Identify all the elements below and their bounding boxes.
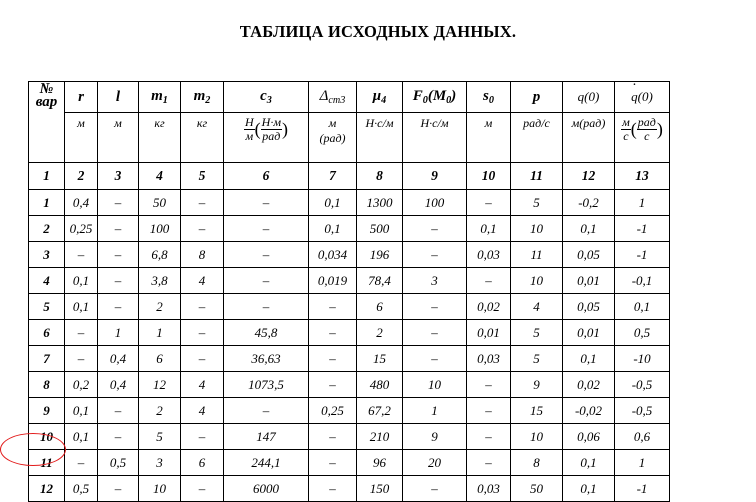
table-cell: 0,1 bbox=[467, 216, 511, 242]
unit-m1: кг bbox=[139, 113, 181, 163]
table-cell: – bbox=[65, 346, 98, 372]
table-cell: -10 bbox=[615, 346, 670, 372]
table-cell: 5 bbox=[139, 424, 181, 450]
table-cell: 0,1 bbox=[65, 424, 98, 450]
table-cell: 0,2 bbox=[65, 372, 98, 398]
table-cell: – bbox=[467, 398, 511, 424]
table-cell: 0,25 bbox=[65, 216, 98, 242]
table-cell: 1 bbox=[139, 320, 181, 346]
table-cell: – bbox=[181, 476, 224, 502]
table-cell: 10 bbox=[403, 372, 467, 398]
table-cell: 0,5 bbox=[65, 476, 98, 502]
table-cell: – bbox=[98, 242, 139, 268]
table-cell: 0,02 bbox=[563, 372, 615, 398]
table-cell: 4 bbox=[511, 294, 563, 320]
table-cell: 9 bbox=[403, 424, 467, 450]
table-cell: 210 bbox=[357, 424, 403, 450]
table-cell: 100 bbox=[139, 216, 181, 242]
unit-l: м bbox=[98, 113, 139, 163]
table-cell: -0,5 bbox=[615, 372, 670, 398]
unit-qdot0: $\frac{м}{с}$ ( $\frac{\text{рад}}{с}$ ) bbox=[615, 113, 670, 163]
table-cell: – bbox=[467, 424, 511, 450]
variant-number: 8 bbox=[29, 372, 65, 398]
table-cell: -0,5 bbox=[615, 398, 670, 424]
column-index: 8 bbox=[357, 163, 403, 190]
table-cell: -1 bbox=[615, 216, 670, 242]
unit-r: м bbox=[65, 113, 98, 163]
table-cell: – bbox=[224, 242, 309, 268]
table-cell: 15 bbox=[511, 398, 563, 424]
variant-number: 11 bbox=[29, 450, 65, 476]
table-cell: – bbox=[98, 424, 139, 450]
table-cell: 78,4 bbox=[357, 268, 403, 294]
column-index: 5 bbox=[181, 163, 224, 190]
table-cell: 36,63 bbox=[224, 346, 309, 372]
table-cell: 2 bbox=[139, 398, 181, 424]
table-cell: 500 bbox=[357, 216, 403, 242]
table-cell: – bbox=[181, 346, 224, 372]
table-cell: 0,5 bbox=[615, 320, 670, 346]
table-cell: – bbox=[309, 294, 357, 320]
table-cell: 0,1 bbox=[65, 268, 98, 294]
table-row bbox=[29, 450, 670, 476]
table-cell: – bbox=[181, 320, 224, 346]
header-m1: $m_1$ bbox=[139, 82, 181, 113]
table-cell: – bbox=[98, 268, 139, 294]
table-row bbox=[29, 268, 670, 294]
table-cell: 480 bbox=[357, 372, 403, 398]
variant-number: 4 bbox=[29, 268, 65, 294]
table-cell: – bbox=[309, 424, 357, 450]
table-cell: 196 bbox=[357, 242, 403, 268]
table-cell: 5 bbox=[511, 320, 563, 346]
header-mu4: $\mu_4$ bbox=[357, 82, 403, 113]
table-cell: – bbox=[181, 190, 224, 216]
table-cell: 6 bbox=[181, 450, 224, 476]
table-cell: 8 bbox=[511, 450, 563, 476]
table-cell: 0,1 bbox=[309, 190, 357, 216]
header-delta: $\Delta_{ст3}$ bbox=[309, 82, 357, 113]
table-cell: – bbox=[403, 346, 467, 372]
table-cell: 0,5 bbox=[98, 450, 139, 476]
table-cell: 9 bbox=[511, 372, 563, 398]
table-cell: 1 bbox=[615, 450, 670, 476]
header-qdot0 bbox=[615, 82, 670, 113]
table-cell: 0,6 bbox=[615, 424, 670, 450]
table-cell: 3,8 bbox=[139, 268, 181, 294]
variant-number: 3 bbox=[29, 242, 65, 268]
highlight-circle bbox=[0, 433, 66, 466]
table-cell: 0,03 bbox=[467, 242, 511, 268]
table-row bbox=[29, 190, 670, 216]
table-cell: – bbox=[98, 476, 139, 502]
table-cell: 5 bbox=[511, 346, 563, 372]
page-title: ТАБЛИЦА ИСХОДНЫХ ДАННЫХ. bbox=[239, 22, 517, 41]
table-row bbox=[29, 216, 670, 242]
table-cell: – bbox=[403, 294, 467, 320]
table-cell: 244,1 bbox=[224, 450, 309, 476]
table-row bbox=[29, 372, 670, 398]
table-cell: 0,03 bbox=[467, 476, 511, 502]
table-cell: 96 bbox=[357, 450, 403, 476]
unit-mu4: Н·с/м bbox=[357, 113, 403, 163]
table-cell: – bbox=[309, 476, 357, 502]
table-cell: 0,1 bbox=[65, 398, 98, 424]
table-row bbox=[29, 320, 670, 346]
table-cell: – bbox=[181, 216, 224, 242]
table-cell: 45,8 bbox=[224, 320, 309, 346]
table-cell: 0,1 bbox=[563, 216, 615, 242]
table-row bbox=[29, 398, 670, 424]
table-cell: – bbox=[98, 216, 139, 242]
table-cell: – bbox=[65, 450, 98, 476]
table-cell: – bbox=[224, 268, 309, 294]
table-cell: 50 bbox=[511, 476, 563, 502]
table-cell: 10 bbox=[511, 424, 563, 450]
table-cell: – bbox=[98, 398, 139, 424]
table-cell: 3 bbox=[139, 450, 181, 476]
table-cell: -1 bbox=[615, 242, 670, 268]
table-body bbox=[29, 82, 670, 502]
table-cell: – bbox=[65, 242, 98, 268]
table-cell: 10 bbox=[511, 268, 563, 294]
unit-delta: м (рад) bbox=[309, 113, 357, 163]
table-row bbox=[29, 294, 670, 320]
table-cell: 150 bbox=[357, 476, 403, 502]
header-c3: $c_3$ bbox=[224, 82, 309, 113]
table-cell: 67,2 bbox=[357, 398, 403, 424]
table-cell: 0,25 bbox=[309, 398, 357, 424]
table-cell: – bbox=[224, 294, 309, 320]
header-row bbox=[29, 82, 670, 113]
table-cell: – bbox=[224, 398, 309, 424]
table-cell: – bbox=[403, 242, 467, 268]
table-cell: -0,2 bbox=[563, 190, 615, 216]
table-cell: 4 bbox=[181, 372, 224, 398]
column-index: 11 bbox=[511, 163, 563, 190]
table-cell: – bbox=[403, 476, 467, 502]
table-cell: 0,1 bbox=[563, 450, 615, 476]
table-cell: 6,8 bbox=[139, 242, 181, 268]
variant-number: 12 bbox=[29, 476, 65, 502]
table-cell: 0,1 bbox=[65, 294, 98, 320]
table-cell: – bbox=[309, 372, 357, 398]
table-cell: 0,05 bbox=[563, 294, 615, 320]
table-cell: 1073,5 bbox=[224, 372, 309, 398]
header-p: p bbox=[511, 82, 563, 113]
unit-f0: Н·с/м bbox=[403, 113, 467, 163]
qdot-fraction-b: $\frac{\text{рад}}{с}$ bbox=[637, 115, 656, 143]
unit-p: рад/с bbox=[511, 113, 563, 163]
table-cell: 6000 bbox=[224, 476, 309, 502]
table-cell: 4 bbox=[181, 268, 224, 294]
column-index: 7 bbox=[309, 163, 357, 190]
table-cell: 0,1 bbox=[309, 216, 357, 242]
table-cell: 3 bbox=[403, 268, 467, 294]
table-cell: – bbox=[467, 372, 511, 398]
unit-q0: м(рад) bbox=[563, 113, 615, 163]
table-cell: – bbox=[181, 424, 224, 450]
variant-number: 2 bbox=[29, 216, 65, 242]
table-cell: 11 bbox=[511, 242, 563, 268]
table-cell: 4 bbox=[181, 398, 224, 424]
column-index-row bbox=[29, 163, 670, 190]
unit-s0: м bbox=[467, 113, 511, 163]
table-cell: 0,4 bbox=[65, 190, 98, 216]
table-cell: 0,4 bbox=[98, 346, 139, 372]
qdot-fraction-a: $\frac{м}{с}$ bbox=[622, 115, 630, 143]
table-cell: -1 bbox=[615, 476, 670, 502]
unit-c3: $\frac{Н}{м}$ ( $\frac{Н\cdot м}{\text{рад}}$ ) bbox=[224, 113, 309, 163]
variant-number: 7 bbox=[29, 346, 65, 372]
table-cell: – bbox=[181, 294, 224, 320]
table-cell: 10 bbox=[139, 476, 181, 502]
header-f0: $F_0(M_0)$ bbox=[403, 82, 467, 113]
qdot-symbol: · q(0) bbox=[631, 89, 653, 105]
column-index: 1 bbox=[29, 163, 65, 190]
table-cell: – bbox=[467, 268, 511, 294]
table-cell: – bbox=[309, 450, 357, 476]
table-cell: -0,02 bbox=[563, 398, 615, 424]
table-cell: 0,01 bbox=[467, 320, 511, 346]
variant-number: 1 bbox=[29, 190, 65, 216]
table-cell: – bbox=[403, 320, 467, 346]
table-cell: – bbox=[98, 294, 139, 320]
table-cell: 0,01 bbox=[563, 320, 615, 346]
column-index: 12 bbox=[563, 163, 615, 190]
header-q0: q(0) bbox=[563, 82, 615, 113]
c3-fraction-b: $\frac{Н\cdot м}{\text{рад}}$ bbox=[261, 115, 281, 143]
header-s0: $s_0$ bbox=[467, 82, 511, 113]
table-cell: 1300 bbox=[357, 190, 403, 216]
table-cell: 0,01 bbox=[563, 268, 615, 294]
table-cell: 6 bbox=[357, 294, 403, 320]
table-cell: 0,1 bbox=[563, 476, 615, 502]
table-cell: – bbox=[467, 190, 511, 216]
column-index: 6 bbox=[224, 163, 309, 190]
table-cell: – bbox=[98, 190, 139, 216]
table-cell: 8 bbox=[181, 242, 224, 268]
table-cell: 1 bbox=[98, 320, 139, 346]
table-cell: – bbox=[403, 216, 467, 242]
table-cell: – bbox=[309, 320, 357, 346]
table-cell: 5 bbox=[511, 190, 563, 216]
header-r: r bbox=[65, 82, 98, 113]
table-cell: 147 bbox=[224, 424, 309, 450]
table-cell: 0,1 bbox=[563, 346, 615, 372]
table-cell: -0,1 bbox=[615, 268, 670, 294]
column-index: 10 bbox=[467, 163, 511, 190]
table-cell: – bbox=[65, 320, 98, 346]
column-index: 13 bbox=[615, 163, 670, 190]
column-index: 3 bbox=[98, 163, 139, 190]
table-cell: 0,03 bbox=[467, 346, 511, 372]
units-row bbox=[29, 113, 670, 163]
header-l: l bbox=[98, 82, 139, 113]
source-data-table bbox=[28, 81, 670, 502]
table-cell: 0,1 bbox=[615, 294, 670, 320]
table-cell: 2 bbox=[139, 294, 181, 320]
variant-number: 5 bbox=[29, 294, 65, 320]
table-row bbox=[29, 476, 670, 502]
table-row bbox=[29, 424, 670, 450]
table-cell: 10 bbox=[511, 216, 563, 242]
table-cell: 0,034 bbox=[309, 242, 357, 268]
column-index: 4 bbox=[139, 163, 181, 190]
table-cell: 0,019 bbox=[309, 268, 357, 294]
header-m2: $m_2$ bbox=[181, 82, 224, 113]
table-cell: 0,06 bbox=[563, 424, 615, 450]
variant-number-header: № вар bbox=[29, 82, 65, 163]
table-cell: 6 bbox=[139, 346, 181, 372]
table-cell: 20 bbox=[403, 450, 467, 476]
table-cell: – bbox=[309, 346, 357, 372]
table-cell: 1 bbox=[403, 398, 467, 424]
table-cell: 0,05 bbox=[563, 242, 615, 268]
table-cell: – bbox=[224, 216, 309, 242]
table-cell: 50 bbox=[139, 190, 181, 216]
table-cell: 15 bbox=[357, 346, 403, 372]
column-index: 9 bbox=[403, 163, 467, 190]
table-cell: – bbox=[224, 190, 309, 216]
table-cell: 2 bbox=[357, 320, 403, 346]
table-cell: 1 bbox=[615, 190, 670, 216]
variant-number: 6 bbox=[29, 320, 65, 346]
table-row bbox=[29, 346, 670, 372]
column-index: 2 bbox=[65, 163, 98, 190]
c3-fraction-a: $\frac{Н}{м}$ bbox=[245, 115, 254, 143]
table-cell: 12 bbox=[139, 372, 181, 398]
table-row bbox=[29, 242, 670, 268]
table-cell: 0,02 bbox=[467, 294, 511, 320]
unit-m2: кг bbox=[181, 113, 224, 163]
table-cell: – bbox=[467, 450, 511, 476]
table-cell: 0,4 bbox=[98, 372, 139, 398]
table-cell: 100 bbox=[403, 190, 467, 216]
variant-number: 10 bbox=[29, 424, 65, 450]
variant-number: 9 bbox=[29, 398, 65, 424]
